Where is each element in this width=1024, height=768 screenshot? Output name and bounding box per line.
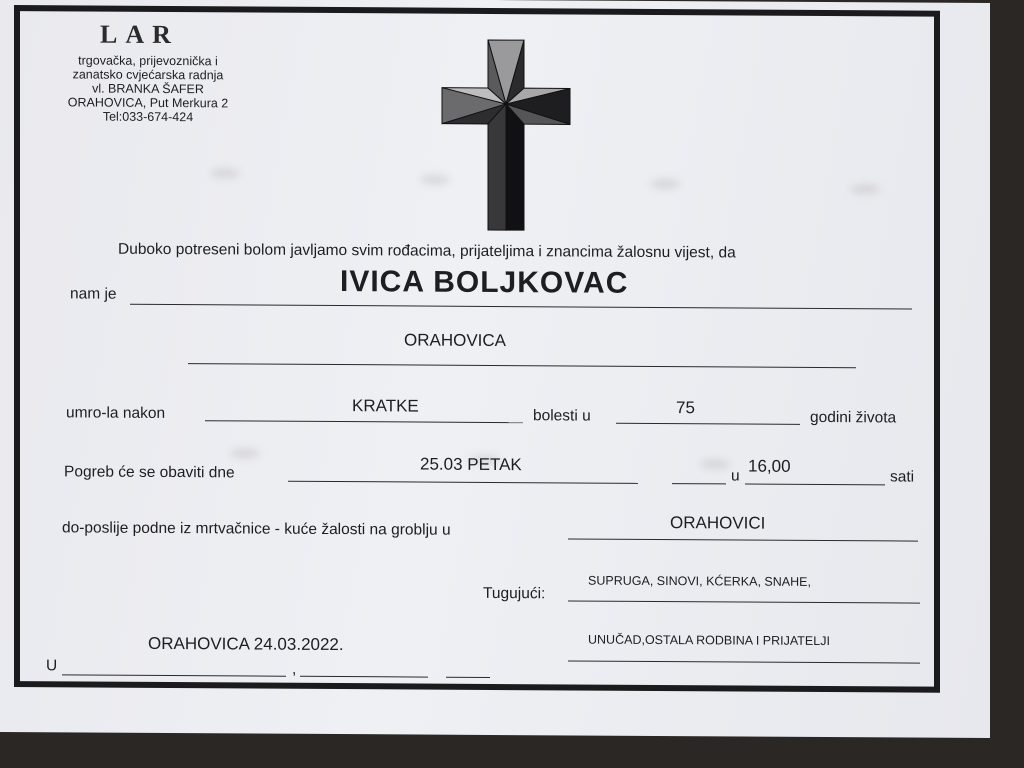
age: 75 [676,398,695,418]
godini-label: godini života [810,408,897,427]
cemetery: ORAHOVICI [670,513,766,533]
funeral-date: 25.03 PETAK [420,454,522,475]
umro-label: umro-la nakon [66,404,166,422]
mourners-line-1: SUPRUGA, SINOVI, KĆERKA, SNAHE, [588,573,811,589]
illness-type: KRATKE [352,396,419,416]
footer-comma: , [292,660,297,678]
intro-text: Duboko potreseni bolom javljamo svim rođacima, prijateljima i znancima žalosnu vijest, da [118,240,736,262]
company-line: vl. BRANKA ŠAFER [92,81,204,97]
bolesti-label: bolesti u [533,407,591,425]
company-line: ORAHOVICA, Put Merkura 2 [67,95,229,111]
mourners-line-2: UNUČAD,OSTALA RODBINA I PRIJATELJI [588,632,830,649]
company-info [58,53,238,124]
location-label: do-poslije podne iz mrtvačnice - kuće žalosti na groblju u [62,519,451,539]
sati-label: sati [890,468,915,486]
cross-icon [440,38,572,233]
mourners-label: Tugujući: [483,584,546,603]
company-line: Tel:033-674-424 [102,109,194,125]
u-label: u [731,467,740,485]
company-line: trgovačka, prijevoznička i [78,53,218,69]
deceased-name: IVICA BOLJKOVAC [340,265,629,300]
funeral-time: 16,00 [748,456,791,476]
company-line: zanatsko cvjećarska radnja [72,67,224,83]
place: ORAHOVICA [404,330,507,351]
company-logo: LAR [100,19,179,50]
pogreb-label: Pogreb će se obaviti dne [64,463,235,482]
footer-u-label: U [46,657,58,675]
nam-je-label: nam je [70,285,117,303]
footer-place-date: ORAHOVICA 24.03.2022. [148,633,344,655]
